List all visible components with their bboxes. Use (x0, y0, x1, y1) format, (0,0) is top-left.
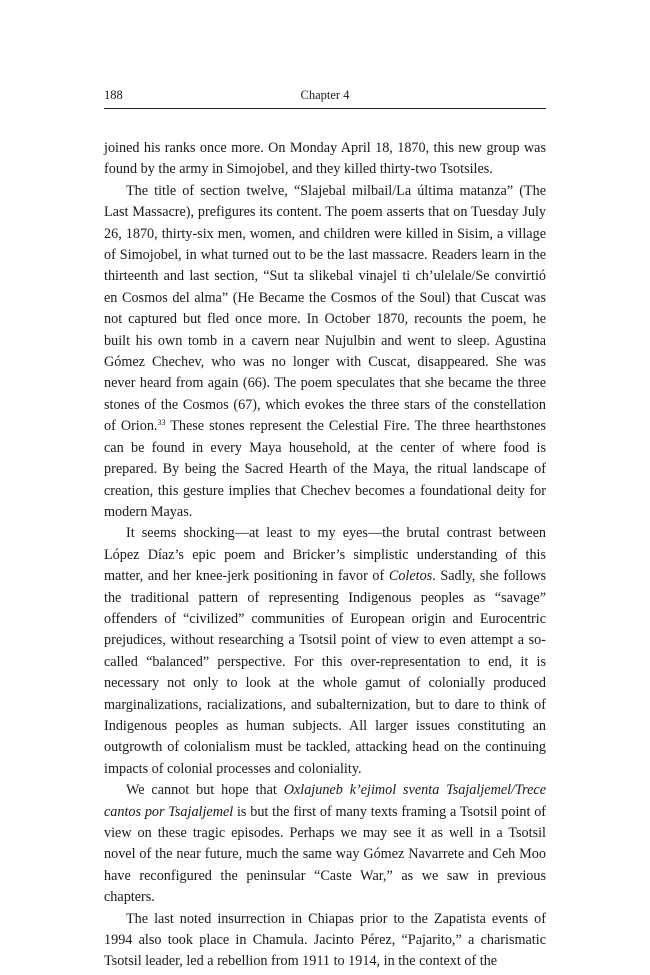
text-run: . Sadly, she follows the traditional pattern of representing Indigenous peoples as “savage” offenders of “civilized” communities of European origin and Eurocentric prejudices, without researching a Tsotsil point of view to even attempt a so-called “balanced” perspective. For this over-representation to end, it is necessary not only to look at the whole gamut of colonially produced marginalizations, racializations, and subalternization, but to dare to think of Indigenous peoples as human subjects. All larger issues constituting an outgrowth of colonialism must be tackled, attacking head on the continuing impacts of colonial processes and coloniality. (104, 568, 546, 777)
text-run: The title of section twelve, “Slajebal milbail/La última matanza” (The Last Massacre), prefigures its content. The poem asserts that on Tuesday July 26, 1870, thirty-six men, women, and children were killed in Sisim, a village of Simojobel, in what turned out to be the last massacre. Readers learn in the thirteenth and last section, “Sut ta slikebal vinajel ti ch’ulelale/Se convirtió en Cosmos del alma” (He Became the Cosmos of the Soul) that Cuscat was not captured but fled once more. In October 1870, recounts the poem, he built his own tomb in a cavern near Nujulbin and went to sleep. Agustina Gómez Chechev, who was no longer with Cuscat, disappeared. She was never heard from again (66). The poem speculates that she became the three stones of the Cosmos (67), which evokes the three stars of the constellation of Orion. (104, 182, 546, 435)
footnote-marker: 33 (157, 418, 166, 428)
italic-text: Coletos (388, 568, 433, 585)
text-run: The last noted insurrection in Chiapas prior to the Zapatista events of 1994 also took place in Chamula. Jacinto Pérez, “Pajarito,” a charismatic Tsotsil leader, led a rebellion from 1911 to 1914, in the context of the (104, 910, 546, 970)
paragraph (104, 780, 546, 908)
text-run: It seems shocking—at least to my eyes—the brutal contrast between López Díaz’s epic poem and Bricker’s simplistic understanding of this matter, and her knee-jerk positioning in favor of (104, 525, 546, 585)
paragraph (104, 909, 546, 973)
text-run: joined his ranks once more. On Monday April 18, 1870, this new group was found by the army in Simojobel, and they killed thirty-two Tsotsiles. (104, 140, 546, 178)
paragraph (104, 523, 546, 780)
paragraph (104, 138, 546, 181)
text-run: We cannot but hope that (126, 782, 284, 799)
chapter-title: Chapter 4 (300, 88, 350, 102)
body-text (104, 138, 546, 973)
page-number: 188 (104, 88, 123, 102)
running-header (104, 88, 546, 108)
text-run: is but the first of many texts framing a Tsotsil point of view on these tragic episodes. Perhaps we may see it as well in a Tsotsil novel of the near future, much the same way Gómez Navarrete and Ceh Moo have reconfigured the peninsular “Caste War,” as we saw in previous chapters. (104, 803, 547, 906)
italic-text: Oxlajuneb k’ejimol sventa Tsajaljemel/Trece cantos por Tsajaljemel (104, 782, 546, 820)
header-rule (104, 108, 546, 109)
text-run: These stones represent the Celestial Fire. The three hearthstones can be found in every Maya household, at the center of where food is prepared. By being the Sacred Hearth of the Maya, the ritual landscape of creation, this gesture implies that Chechev becomes a foundational deity for modern Mayas. (104, 418, 546, 520)
paragraph (104, 181, 546, 524)
